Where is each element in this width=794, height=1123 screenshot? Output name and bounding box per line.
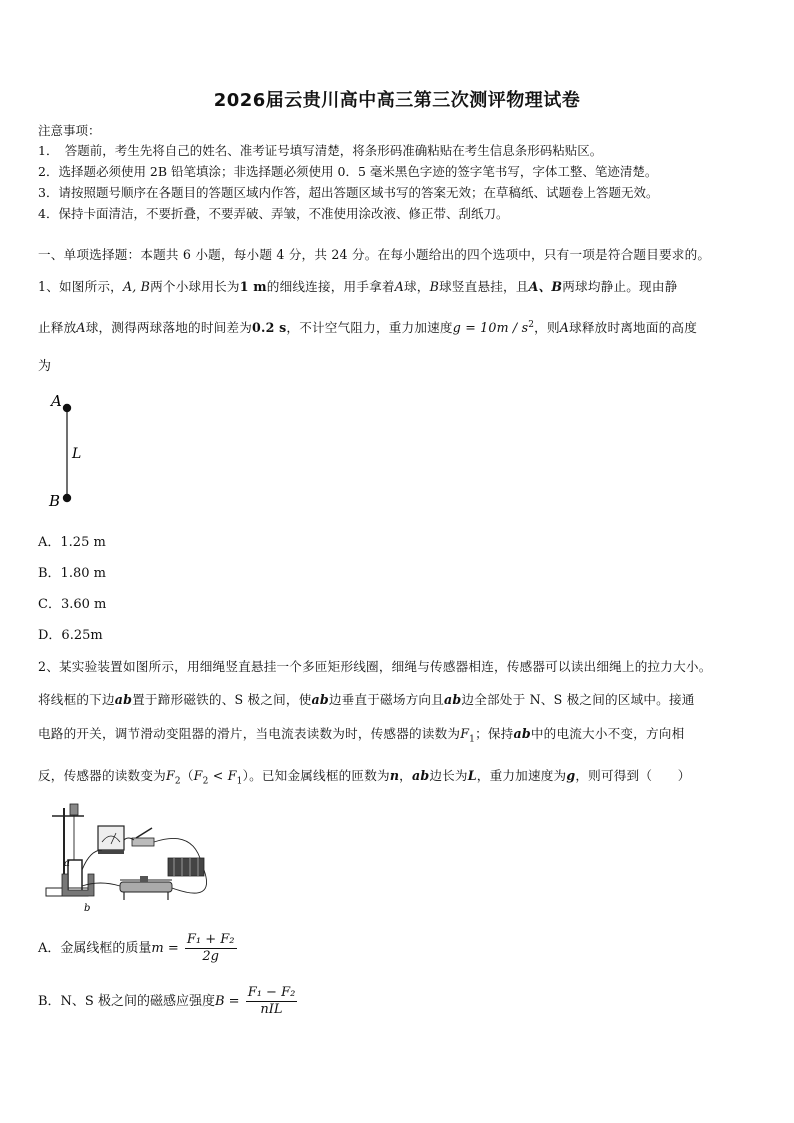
section-1-heading: 一、单项选择题：本题共 6 小题，每小题 4 分，共 24 分。在每小题给出的四个选项中，只有一项是符合题目要求的。	[38, 247, 711, 262]
u-magnet	[62, 874, 94, 896]
ammeter-base	[98, 850, 124, 854]
force-sensor	[70, 804, 78, 815]
notice-item-3: 3．请按照题号顺序在各题目的答题区域内作答，超出答题区域书写的答案无效；在草稿纸、试题卷上答题无效。	[38, 185, 659, 200]
q2-line-2: 将线框的下边ab置于蹄形磁铁的、S 极之间，使ab边垂直于磁场方向且ab边全部处于 N、S 极之间的区域中。接通	[38, 692, 695, 707]
ball-b	[63, 494, 71, 502]
label-b: B	[49, 492, 61, 510]
q2-line-1: 2、某实验装置如图所示，用细绳竖直悬挂一个多匝矩形线圈，细绳与传感器相连，传感器可以读出细绳上的拉力大小。	[38, 659, 712, 674]
coil-frame	[68, 860, 82, 892]
label-a: A	[51, 392, 62, 410]
label-b-coil: b	[84, 903, 91, 914]
q2-option-a: A．金属线框的质量m = $\frac{\text{F₁ + F₂}}{2g}$	[38, 932, 235, 964]
notice-item-1: 1． 答题前，考生先将自己的姓名、准考证号填写清楚，将条形码准确粘贴在考生信息条形码粘贴区。	[38, 143, 603, 158]
switch-lever	[136, 828, 152, 838]
q2-option-b: B．N、S 极之间的磁感应强度B = $\frac{\text{F₁ − F₂}}{\text{nIL}}$	[38, 985, 296, 1017]
rheostat-slider	[140, 876, 148, 882]
q1-line-2: 止释放A球，测得两球落地的时间差为0.2 s，不计空气阻力，重力加速度$g = 10m / s^2$，则A球释放时离地面的高度	[38, 319, 697, 335]
q2-option-a-fraction: $\frac{\text{F₁ + F₂}}{2g}$	[186, 932, 235, 964]
q1-line-3: 为	[38, 359, 52, 374]
q1-line-1: 1、如图所示，A, B两个小球用长为1 m的细线连接，用手拿着A球，B球竖直悬挂，且A、B两球均静止。现由静	[38, 279, 678, 294]
q1-option-d: D．6.25m	[38, 628, 103, 643]
q2-line-4: 反，传感器的读数变为$F_2(F_2 < F_1)$。已知金属线框的匝数为n，ab边长为L，重力加速度为g，则可得到（ ）	[38, 768, 691, 787]
notice-item-2: 2．选择题必须使用 2B 铅笔填涂；非选择题必须使用 0．5 毫米黑色字迹的签字笔书写，字体工整、笔迹清楚。	[38, 164, 658, 179]
switch	[132, 838, 154, 846]
ball-a	[63, 404, 71, 412]
q2-figure-apparatus	[40, 800, 220, 916]
wire-3	[154, 838, 200, 858]
q1-figure-pendulum	[40, 388, 100, 513]
q1-option-a: A．1.25 m	[38, 535, 106, 550]
ammeter	[98, 826, 124, 850]
notice-heading: 注意事项：	[38, 123, 101, 138]
rheostat	[120, 882, 172, 892]
notice-item-4: 4．保持卡面清洁，不要折叠，不要弄破、弄皱，不准使用涂改液、修正带、刮纸刀。	[38, 206, 509, 221]
exam-title: 2026届云贵川高中高三第三次测评物理试卷	[213, 90, 581, 111]
q1-option-c: C．3.60 m	[38, 597, 107, 612]
battery	[168, 858, 204, 876]
q1-option-b: B．1.80 m	[38, 566, 106, 581]
q2-line-3: 电路的开关，调节滑动变阻器的滑片，当电流表读数为时，传感器的读数为$F_1$；保持ab中的电流大小不变，方向相	[38, 726, 685, 745]
label-a-coil: a	[64, 858, 70, 869]
label-l: L	[72, 446, 82, 462]
q2-option-b-fraction: $\frac{\text{F₁ − F₂}}{\text{nIL}}$	[247, 985, 296, 1017]
